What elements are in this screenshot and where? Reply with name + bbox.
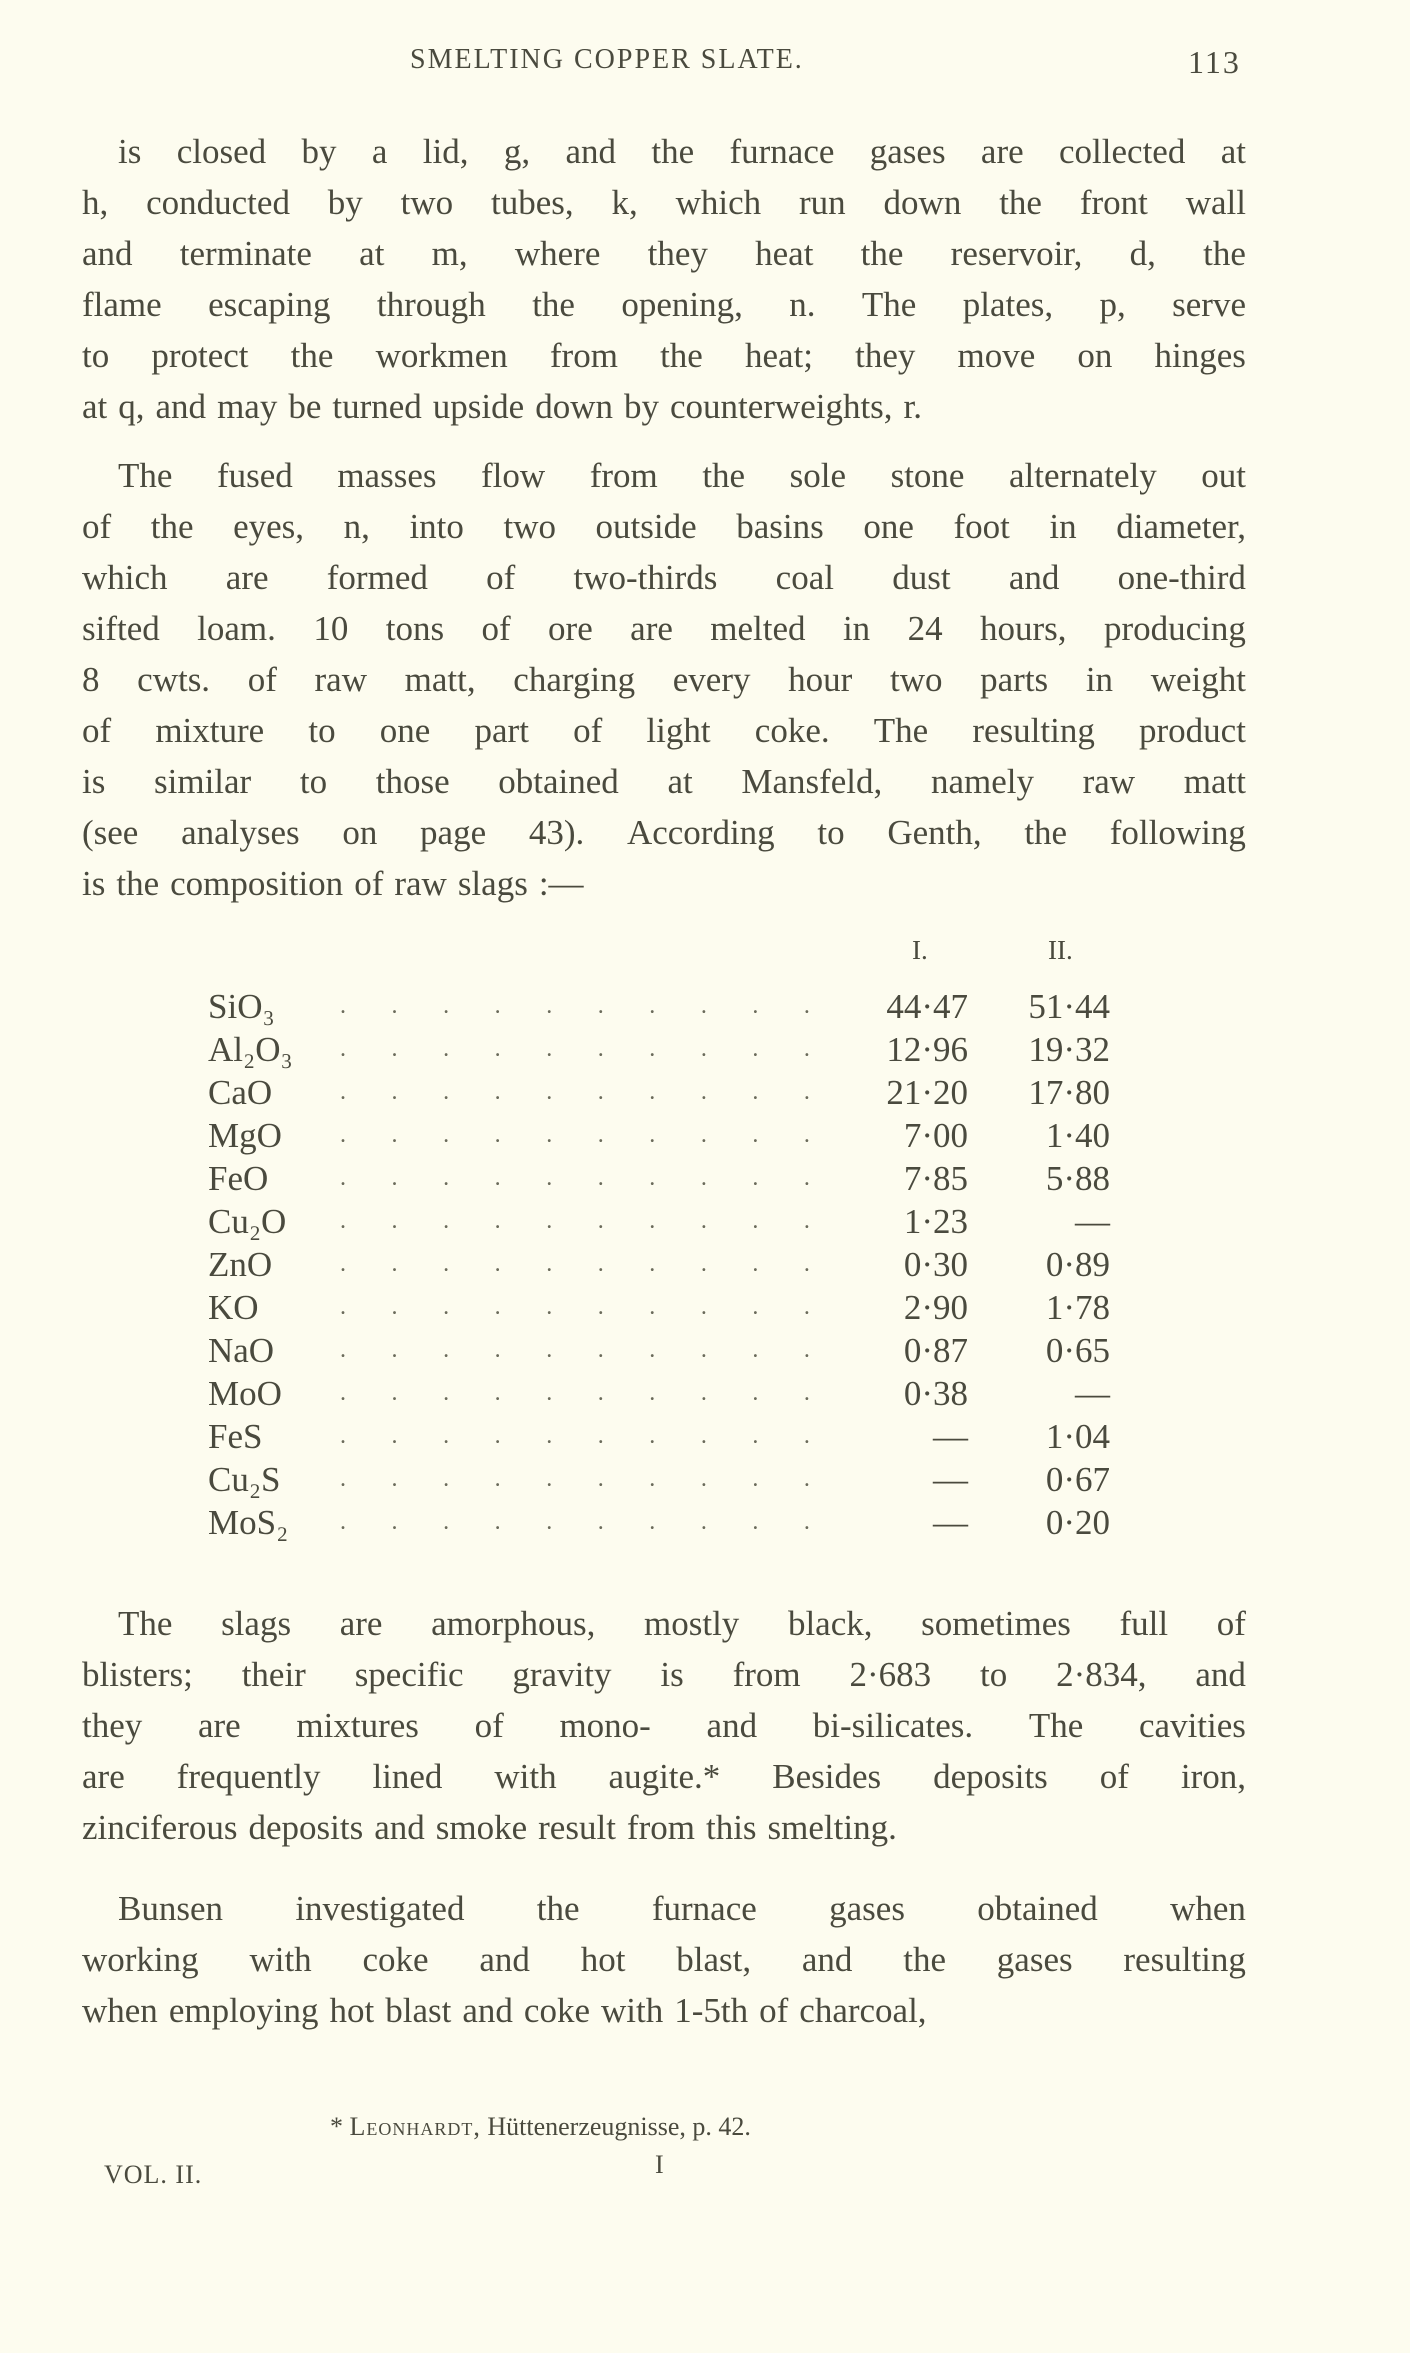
footnote-author: Leonhardt,	[349, 2112, 481, 2141]
text-line: blisters; their specific gravity is from 2·683 to 2·834, and	[82, 1655, 1246, 1694]
table-row	[0, 1243, 1410, 1286]
paragraph-furnace-description	[82, 126, 1246, 432]
value-i: 0·38	[903, 1374, 968, 1413]
value-i: 7·00	[903, 1116, 968, 1155]
value-i: —	[933, 1417, 968, 1456]
table-row	[0, 1329, 1410, 1372]
text-line: h, conducted by two tubes, k, which run down the front wall	[82, 183, 1246, 222]
table-row	[0, 1200, 1410, 1243]
value-ii: 17·80	[1028, 1073, 1110, 1112]
value-i: 44·47	[886, 987, 968, 1026]
footnote-marker: *	[330, 2112, 343, 2141]
value-i: 0·30	[903, 1245, 968, 1284]
table-row	[0, 1157, 1410, 1200]
signature-mark: I	[655, 2150, 664, 2179]
table-header	[0, 935, 1410, 985]
text-line: of the eyes, n, into two outside basins one foot in diameter,	[82, 507, 1246, 546]
slag-composition-table	[0, 935, 1410, 1544]
value-ii: 0·20	[1045, 1503, 1110, 1542]
running-head-title: SMELTING COPPER SLATE.	[410, 44, 804, 75]
compound-label: MoS₂	[208, 1503, 289, 1542]
table-row	[0, 1071, 1410, 1114]
text-line: which are formed of two-thirds coal dust and one-third	[82, 558, 1246, 597]
text-line: Bunsen investigated the furnace gases obtained when	[118, 1889, 1246, 1928]
value-ii: 0·67	[1045, 1460, 1110, 1499]
compound-label: MoO	[208, 1374, 282, 1413]
text-line: at q, and may be turned upside down by counterweights, r.	[82, 387, 923, 426]
dot-leader: . . . . . . . . . .	[340, 1380, 810, 1406]
text-line: The slags are amorphous, mostly black, sometimes full of	[118, 1604, 1246, 1643]
table-row	[0, 1028, 1410, 1071]
text-line: of mixture to one part of light coke. The resulting product	[82, 711, 1246, 750]
table-row	[0, 985, 1410, 1028]
value-ii: 51·44	[1028, 987, 1110, 1026]
value-i: 12·96	[886, 1030, 968, 1069]
compound-label: MgO	[208, 1116, 282, 1155]
dot-leader: . . . . . . . . . .	[340, 1251, 810, 1277]
compound-label: Al₂O₃	[208, 1030, 293, 1069]
text-line: sifted loam. 10 tons of ore are melted in 24 hours, producing	[82, 609, 1246, 648]
column-header-ii: II.	[1048, 935, 1073, 965]
text-line: when employing hot blast and coke with 1-5th of charcoal,	[82, 1991, 927, 2030]
page-number: 113	[1188, 44, 1241, 80]
text-line: (see analyses on page 43). According to Genth, the following	[82, 813, 1246, 852]
table-row	[0, 1114, 1410, 1157]
text-line: is closed by a lid, g, and the furnace gases are collected at	[118, 132, 1246, 171]
compound-label: NaO	[208, 1331, 275, 1370]
value-ii: 1·78	[1045, 1288, 1110, 1327]
paragraph-slag-properties	[82, 1598, 1246, 1853]
value-i: 2·90	[903, 1288, 968, 1327]
dot-leader: . . . . . . . . . .	[340, 1337, 810, 1363]
value-i: 7·85	[903, 1159, 968, 1198]
text-line: they are mixtures of mono- and bi-silicates. The cavities	[82, 1706, 1246, 1745]
value-ii: 1·40	[1045, 1116, 1110, 1155]
value-ii: —	[1075, 1202, 1110, 1241]
text-line: is the composition of raw slags :—	[82, 864, 584, 903]
value-i: —	[933, 1460, 968, 1499]
compound-label: SiO₃	[208, 987, 275, 1026]
table-row	[0, 1501, 1410, 1544]
value-i: 0·87	[903, 1331, 968, 1370]
value-i: 21·20	[886, 1073, 968, 1112]
dot-leader: . . . . . . . . . .	[340, 1036, 810, 1062]
table-row	[0, 1458, 1410, 1501]
table-row	[0, 1286, 1410, 1329]
value-ii: 5·88	[1045, 1159, 1110, 1198]
text-line: to protect the workmen from the heat; they move on hinges	[82, 336, 1246, 375]
table-row	[0, 1415, 1410, 1458]
text-line: flame escaping through the opening, n. The plates, p, serve	[82, 285, 1246, 324]
volume-signature: VOL. II.	[104, 2160, 203, 2189]
dot-leader: . . . . . . . . . .	[340, 1294, 810, 1320]
text-line: The fused masses flow from the sole stone alternately out	[118, 456, 1246, 495]
text-line: are frequently lined with augite.* Besides deposits of iron,	[82, 1757, 1246, 1796]
table-row	[0, 1372, 1410, 1415]
dot-leader: . . . . . . . . . .	[340, 1509, 810, 1535]
dot-leader: . . . . . . . . . .	[340, 1466, 810, 1492]
value-i: 1·23	[903, 1202, 968, 1241]
value-ii: 1·04	[1045, 1417, 1110, 1456]
dot-leader: . . . . . . . . . .	[340, 1079, 810, 1105]
compound-label: Cu₂S	[208, 1460, 281, 1499]
value-ii: 0·89	[1045, 1245, 1110, 1284]
value-ii: —	[1075, 1374, 1110, 1413]
text-line: is similar to those obtained at Mansfeld, namely raw matt	[82, 762, 1246, 801]
compound-label: CaO	[208, 1073, 273, 1112]
text-line: working with coke and hot blast, and the gases resulting	[82, 1940, 1246, 1979]
footnote-text: Hüttenerzeugnisse, p. 42.	[487, 2112, 751, 2141]
value-ii: 0·65	[1045, 1331, 1110, 1370]
paragraph-fused-masses	[82, 450, 1246, 909]
compound-label: FeO	[208, 1159, 269, 1198]
text-line: zinciferous deposits and smoke result from this smelting.	[82, 1808, 897, 1847]
value-i: —	[933, 1503, 968, 1542]
dot-leader: . . . . . . . . . .	[340, 1165, 810, 1191]
footnote	[330, 2112, 751, 2142]
dot-leader: . . . . . . . . . .	[340, 1423, 810, 1449]
running-head	[0, 44, 1410, 84]
compound-label: KO	[208, 1288, 259, 1327]
column-header-i: I.	[912, 935, 928, 965]
text-line: 8 cwts. of raw matt, charging every hour two parts in weight	[82, 660, 1246, 699]
value-ii: 19·32	[1028, 1030, 1110, 1069]
dot-leader: . . . . . . . . . .	[340, 993, 810, 1019]
paragraph-bunsen-gases	[82, 1883, 1246, 2036]
compound-label: ZnO	[208, 1245, 273, 1284]
text-line: and terminate at m, where they heat the reservoir, d, the	[82, 234, 1246, 273]
dot-leader: . . . . . . . . . .	[340, 1208, 810, 1234]
compound-label: Cu₂O	[208, 1202, 287, 1241]
compound-label: FeS	[208, 1417, 263, 1456]
dot-leader: . . . . . . . . . .	[340, 1122, 810, 1148]
